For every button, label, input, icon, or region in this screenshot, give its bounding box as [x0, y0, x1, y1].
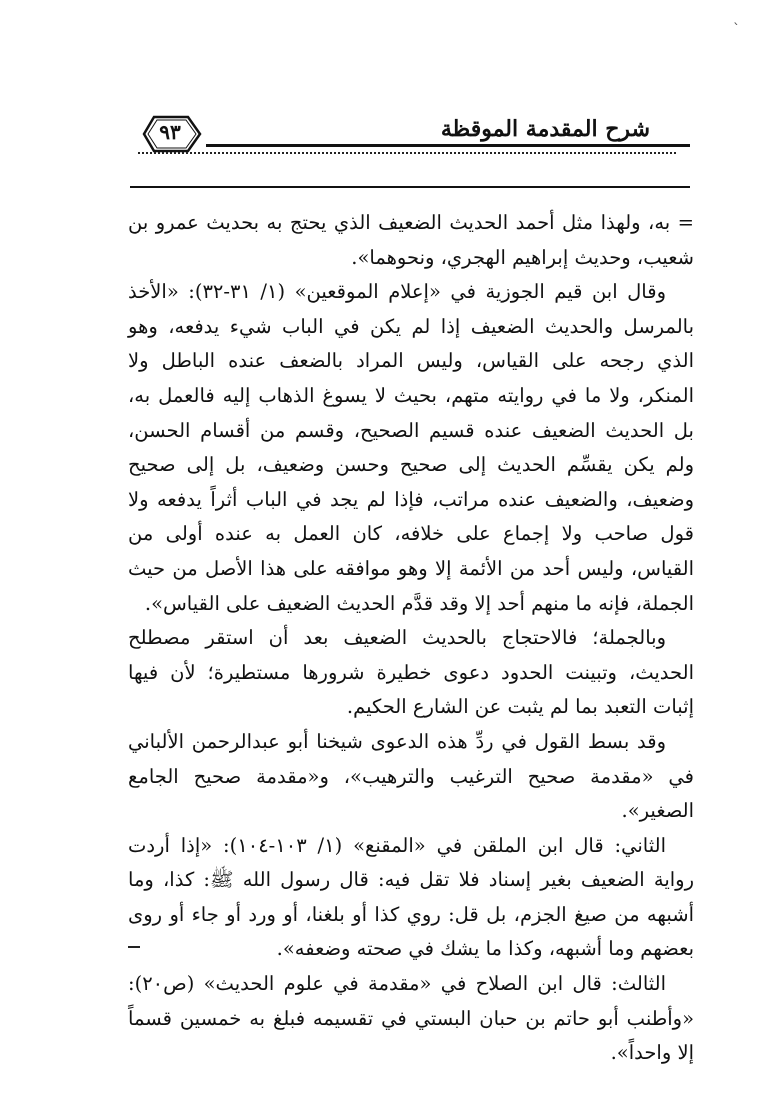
body-text [128, 206, 694, 1071]
header-dotted-line [138, 152, 676, 154]
header-rule [130, 186, 690, 188]
paragraph-third-point: الثالث: قال ابن الصلاح في «مقدمة في علوم الحديث» (ص٢٠): «وأطنب أبو حاتم بن حبان البستي في تقسيمه فبلغ به خمسين قسماً إلا واحداً». [128, 972, 694, 1065]
continuation-dash [128, 946, 140, 948]
corner-mark: ` [733, 22, 740, 38]
running-title: شرح المقدمة الموقظة [440, 116, 650, 142]
page-header [130, 108, 690, 168]
header-line [206, 144, 690, 147]
paragraph-ibn-qayyim-quote: وقال ابن قيم الجوزية في «إعلام الموقعين» (١/ ٣١-٣٢): «الأخذ بالمرسل والحديث الضعيف إذا لم يكن في الباب شيء يدفعه، وهو الذي رجحه على القياس، وليس المراد بالضعف عنده الباطل ولا المنكر، ولا ما في روايته متهم، بحيث لا يسوغ الذهاب إليه فالعمل به، بل الحديث الضعيف عنده قسيم الصحيح، وقسم من أقسام الحسن، ولم يكن يقسِّم الحديث إلى صحيح وحسن وضعيف، بل إلى صحيح وضعيف، والضعيف عنده مراتب، فإذا لم يجد في الباب أثراً يدفعه ولا قول صاحب ولا إجماع على خلافه، كان العمل به عنده أولى من القياس، وليس أحد من الأئمة إلا وهو موافقه على هذا الأصل من حيث الجملة، فإنه ما منهم أحد إلا وقد قدَّم الحديث الضعيف على القياس». [128, 280, 694, 615]
paragraph-continuation: = به، ولهذا مثل أحمد الحديث الضعيف الذي يحتج به بحديث عمرو بن شعيب، وحديث إبراهيم الهجري، ونحوهما». [128, 211, 694, 269]
page-number-badge [138, 112, 206, 156]
paragraph-summary: وبالجملة؛ فالاحتجاج بالحديث الضعيف بعد أن استقر مصطلح الحديث، وتبينت الحدود دعوى خطيرة شرورها مستطيرة؛ لأن فيها إثبات التعبد بما لم يثبت عن الشارع الحكيم. [128, 626, 694, 719]
paragraph-albani-reference: وقد بسط القول في ردِّ هذه الدعوى شيخنا أبو عبدالرحمن الألباني في «مقدمة صحيح الترغيب والترهيب»، و«مقدمة صحيح الجامع الصغير». [128, 729, 694, 823]
page-number: ٩٣ [159, 120, 181, 144]
paragraph-second-point: الثاني: قال ابن الملقن في «المقنع» (١/ ١٠٣-١٠٤): «إذا أردت رواية الضعيف بغير إسناد فلا تقل فيه: قال رسول الله ﷺ: كذا، وما أشبهه من صيغ الجزم، بل قل: روي كذا أو بلغنا، أو ورد أو جاء أو روى بعضهم وما أشبهه، وكذا ما يشك في صحته وضعفه». [128, 833, 694, 961]
